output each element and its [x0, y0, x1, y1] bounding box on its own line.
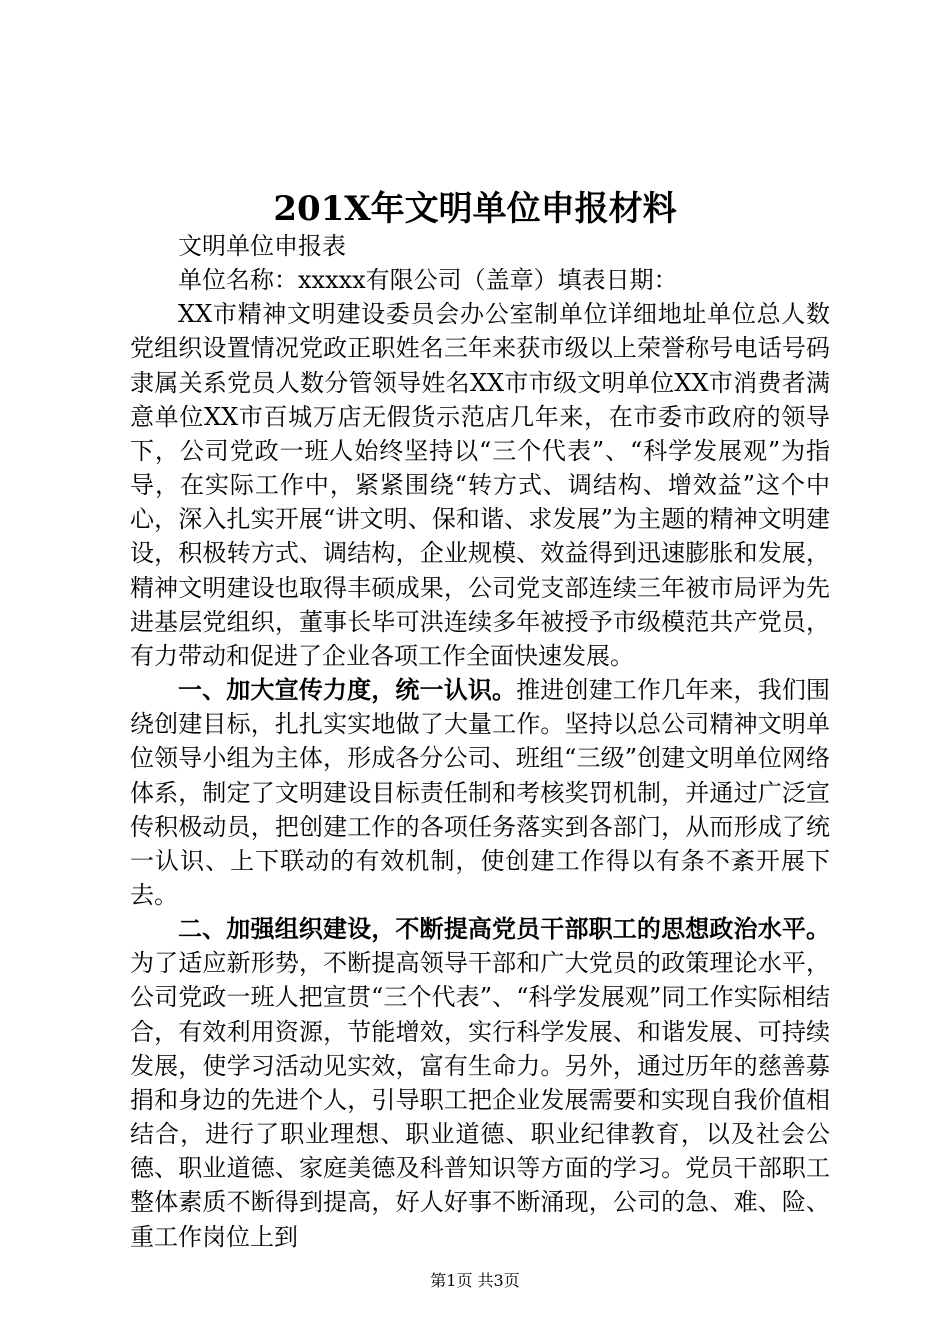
intro-paragraph: XX市精神文明建设委员会办公室制单位详细地址单位总人数党组织设置情况党政正职姓名三年来获市级以上荣誉称号电话号码隶属关系党员人数分管领导姓名XX市市级文明单位XX市消费者满意单位XX市百城万店无假货示范店几年来，在市委市政府的领导下，公司党政一班人始终坚持以“三个代表”、“科学发展观”为指导，在实际工作中，紧紧围绕“转方式、调结构、增效益”这个中心，深入扎实开展“讲文明、保和谐、求发展”为主题的精神文明建设，积极转方式、调结构，企业规模、效益得到迅速膨胀和发展，精神文明建设也取得丰硕成果，公司党支部连续三年被市局评为先进基层党组织，董事长毕可洪连续多年被授予市级模范共产党员，有力带动和促进了企业各项工作全面快速发展。	[130, 300, 830, 670]
section-heading-1: 一、加大宣传力度，统一认识。	[178, 675, 517, 705]
unit-line: 单位名称：xxxxx有限公司（盖章）填表日期：	[178, 266, 678, 295]
section-paragraph-2	[130, 912, 830, 1254]
section-paragraph-1	[130, 673, 830, 912]
page-number-footer: 第1页 共3页	[430, 1271, 520, 1290]
section-heading-2: 二、加强组织建设，不断提高党员干部职工的思想政治水平。	[178, 914, 830, 944]
document-title: 201X年文明单位申报材料	[273, 189, 677, 229]
section-text-1: 推进创建工作几年来，我们围绕创建目标，扎扎实实地做了大量工作。坚持以总公司精神文明单位领导小组为主体，形成各分公司、班组“三级”创建文明单位网络体系，制定了文明建设目标责任制和考核奖罚机制，并通过广泛宣传积极动员，把创建工作的各项任务落实到各部门，从而形成了统一认识、上下联动的有效机制，使创建工作得以有条不紊开展下去。	[130, 676, 831, 909]
document-body	[130, 229, 830, 1254]
form-name: 文明单位申报表	[178, 232, 346, 260]
section-text-2: 为了适应新形势，不断提高领导干部和广大党员的政策理论水平，公司党政一班人把宣贯“三个代表”、“科学发展观”同工作实际相结合，有效利用资源，节能增效，实行科学发展、和谐发展、可持续发展，使学习活动见实效，富有生命力。另外，通过历年的慈善募捐和身边的先进个人，引导职工把企业发展需要和实现自我价值相结合，进行了职业理想、职业道德、职业纪律教育，以及社会公德、职业道德、家庭美德及科普知识等方面的学习。党员干部职工整体素质不断得到提高，好人好事不断涌现，公司的急、难、险、重工作岗位上到	[130, 949, 830, 1251]
